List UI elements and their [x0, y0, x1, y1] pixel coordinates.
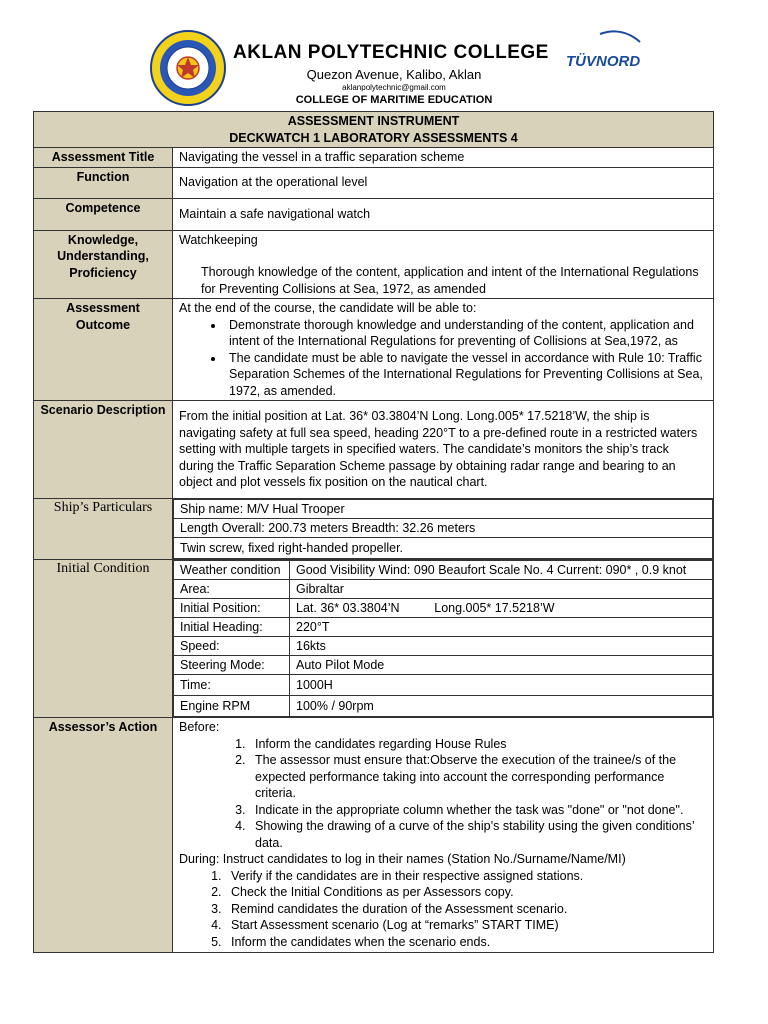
before-label: Before:: [179, 720, 220, 734]
competence-value: Maintain a safe navigational watch: [173, 198, 714, 230]
outcome-list: [179, 317, 707, 400]
function-label: Function: [34, 167, 173, 198]
condition-key: Initial Position:: [174, 599, 290, 618]
scenario-label: Scenario Description: [34, 401, 173, 499]
list-item: 4. Showing the drawing of a curve of the ship’s stability using the given conditions’ data.: [249, 818, 707, 851]
list-item: 1. Inform the candidates regarding House Rules: [249, 736, 707, 753]
assessor-action-row: [34, 718, 714, 953]
kup-line-2: Thorough knowledge of the content, application and intent of the International Regulations for Preventing Collisions at Sea, 1972, as amended: [201, 265, 699, 296]
condition-value: 220°T: [290, 618, 713, 637]
title-line-1: ASSESSMENT INSTRUMENT: [287, 114, 460, 128]
competence-row: [34, 198, 714, 230]
list-item: 2. Check the Initial Conditions as per Assessors copy.: [225, 884, 707, 901]
kup-value: [173, 230, 714, 299]
list-item: 2. The assessor must ensure that:Observe the execution of the trainee/s of the expected performance taking into account the corresponding performance criteria.: [249, 752, 707, 802]
kup-line-1: Watchkeeping: [179, 232, 258, 247]
condition-key: Time:: [174, 675, 290, 696]
function-value: Navigation at the operational level: [173, 167, 714, 198]
outcome-row: [34, 299, 714, 401]
assessor-action-label: Assessor’s Action: [34, 718, 173, 953]
during-label: During: Instruct candidates to log in their names (Station No./Surname/Name/MI): [179, 852, 626, 866]
during-list: [179, 868, 707, 951]
table-row: [174, 696, 713, 717]
condition-value: Gibraltar: [290, 580, 713, 599]
before-list: [179, 736, 707, 852]
condition-value: Auto Pilot Mode: [290, 656, 713, 675]
condition-value: Good Visibility Wind: 090 Beaufort Scale No. 4 Current: 090* , 0.9 knot: [290, 561, 713, 580]
initial-condition-table: [173, 560, 713, 717]
tuv-nord-logo: [566, 28, 642, 72]
table-row: [174, 675, 713, 696]
condition-key: Steering Mode:: [174, 656, 290, 675]
scenario-row: [34, 401, 714, 499]
ship-particulars-row: [34, 499, 714, 560]
title-line-2: DECKWATCH 1 LABORATORY ASSESSMENTS 4: [229, 130, 518, 145]
condition-key: Weather condition: [174, 561, 290, 580]
outcome-label: Assessment Outcome: [34, 299, 173, 401]
title-row: [34, 112, 714, 148]
college-address: Quezon Avenue, Kalibo, Aklan: [306, 67, 482, 82]
condition-key: Area:: [174, 580, 290, 599]
competence-label: Competence: [34, 198, 173, 230]
assessment-title-value: Navigating the vessel in a traffic separation scheme: [173, 148, 714, 168]
ship-name: Ship name: M/V Hual Trooper: [174, 500, 713, 519]
assessment-table: [33, 111, 714, 953]
condition-value: 1000H: [290, 675, 713, 696]
ship-propulsion: Twin screw, fixed right-handed propeller.: [174, 538, 713, 559]
list-item: 3. Remind candidates the duration of the Assessment scenario.: [225, 901, 707, 918]
outcome-value: [173, 299, 714, 401]
ship-particulars-table: [173, 499, 713, 559]
list-item: • Demonstrate thorough knowledge and understanding of the content, application and intent of the International Regulations for preventing of Collisions at Sea,1972, as: [225, 317, 707, 350]
condition-value: Lat. 36* 03.3804’N Long.005* 17.5218’W: [290, 599, 713, 618]
condition-value: 100% / 90rpm: [290, 696, 713, 717]
initial-condition-row: [34, 560, 714, 718]
function-row: [34, 167, 714, 198]
assessment-title-row: [34, 148, 714, 168]
initial-condition-value: [173, 560, 714, 718]
table-row: [174, 656, 713, 675]
table-row: [174, 561, 713, 580]
college-department: COLLEGE OF MARITIME EDUCATION: [295, 94, 493, 106]
list-item: 5. Inform the candidates when the scenario ends.: [225, 934, 707, 951]
tuv-nord-logo-text: TÜVNORD: [566, 53, 641, 70]
assessor-action-value: [173, 718, 714, 953]
college-name: AKLAN POLYTECHNIC COLLEGE: [233, 42, 549, 63]
condition-key: Initial Heading:: [174, 618, 290, 637]
scenario-value: From the initial position at Lat. 36* 03.3804’N Long. Long.005* 17.5218’W, the ship is navigating safety at full sea speed, heading 220°T to a pre-defined route in a restricted waters setting with multiple targets in specified waters. The candidate’s monitors the ship’s track during the Traffic Separation Scheme passage by obtaining radar range and bearing to an object and plot vessels fix position on the nautical chart.: [173, 401, 714, 499]
list-item: 1. Verify if the candidates are in their respective assigned stations.: [225, 868, 707, 885]
condition-value: 16kts: [290, 637, 713, 656]
condition-key: Speed:: [174, 637, 290, 656]
condition-key: Engine RPM: [174, 696, 290, 717]
initial-condition-label: Initial Condition: [34, 560, 173, 718]
list-item: 4. Start Assessment scenario (Log at “remarks” START TIME): [225, 917, 707, 934]
table-row: [174, 637, 713, 656]
assessment-title-label: Assessment Title: [34, 148, 173, 168]
table-row: [174, 580, 713, 599]
document-header: [0, 0, 768, 112]
table-row: [174, 599, 713, 618]
table-row: [174, 618, 713, 637]
list-item: 3. Indicate in the appropriate column whether the task was "done" or "not done".: [249, 802, 707, 819]
outcome-intro: At the end of the course, the candidate will be able to:: [179, 301, 477, 315]
document-title: [34, 112, 714, 148]
kup-label: Knowledge, Understanding, Proficiency: [34, 230, 173, 299]
ship-particulars-label: Ship’s Particulars: [34, 499, 173, 560]
list-item: • The candidate must be able to navigate the vessel in accordance with Rule 10: Traffic Separation Schemes of the International Regulations for Preventing Collisions at Sea, 1972, as amended.: [225, 350, 707, 400]
ship-dimensions: Length Overall: 200.73 meters Breadth: 32.26 meters: [174, 519, 713, 538]
ship-particulars-value: [173, 499, 714, 560]
college-email: aklanpolytechnic@gmail.com: [342, 83, 446, 92]
kup-row: [34, 230, 714, 299]
